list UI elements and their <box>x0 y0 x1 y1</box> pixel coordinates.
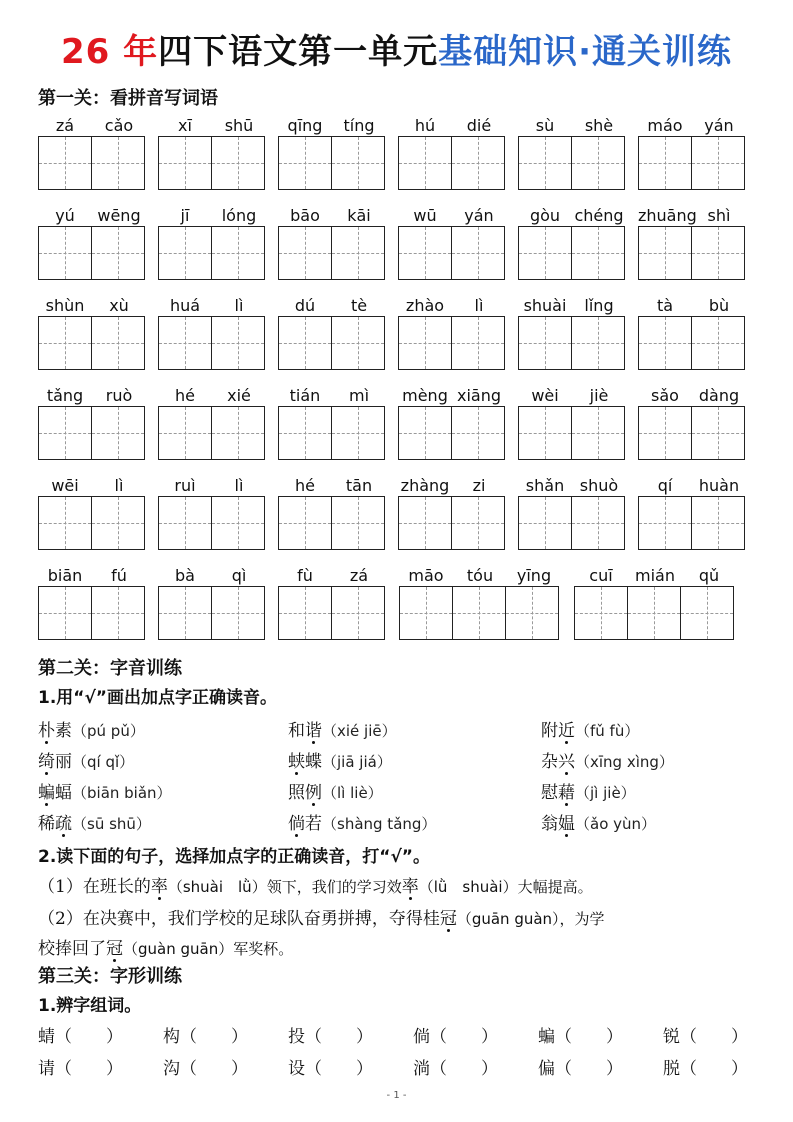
pinyin-syllable: wū <box>413 206 437 225</box>
writing-box[interactable] <box>451 226 505 280</box>
char-word-blank[interactable]: 设（ ） <box>288 1059 373 1079</box>
writing-box[interactable] <box>638 136 692 190</box>
writing-box[interactable] <box>451 136 505 190</box>
pinyin-syllable: biān <box>47 566 83 585</box>
word-group <box>158 200 266 280</box>
writing-box[interactable] <box>91 496 145 550</box>
tone-item[interactable] <box>38 778 172 808</box>
writing-box[interactable] <box>211 406 265 460</box>
pinyin-options: （lì liè） <box>322 784 383 802</box>
sentence-2-line-2-part-c: （guàn guān）军奖杯。 <box>123 940 294 958</box>
pinyin-syllable: shuài <box>523 296 567 315</box>
char-word-blank[interactable]: 沟（ ） <box>163 1059 248 1079</box>
tone-row <box>38 809 758 839</box>
pinyin-syllable: mèng <box>402 386 448 405</box>
word-group <box>518 380 626 460</box>
grid-row <box>38 560 758 650</box>
pinyin-options: （biān biǎn） <box>72 784 172 802</box>
pinyin-options: （fǔ fù） <box>575 722 640 740</box>
writing-box[interactable] <box>38 496 92 550</box>
word-char: 翁 <box>541 814 558 834</box>
writing-box[interactable] <box>158 316 212 370</box>
writing-box[interactable] <box>91 316 145 370</box>
tone-item[interactable] <box>38 716 145 746</box>
word-char: 若 <box>305 814 322 834</box>
word-group <box>278 560 386 640</box>
word-group <box>638 290 746 370</box>
section3-heading: 第三关：字形训练 <box>38 966 182 987</box>
char-word-blank[interactable]: 脱（ ） <box>663 1059 748 1079</box>
writing-box[interactable] <box>331 586 385 640</box>
word-group <box>574 560 736 640</box>
pinyin-syllable: máo <box>647 116 683 135</box>
writing-box[interactable] <box>398 406 452 460</box>
pinyin-syllable: zi <box>472 476 486 495</box>
pinyin-syllable: tè <box>350 296 368 315</box>
word-group <box>278 380 386 460</box>
word-group <box>38 290 146 370</box>
writing-box[interactable] <box>399 586 453 640</box>
pinyin-syllable: fú <box>111 566 127 585</box>
section2-heading: 第二关：字音训练 <box>38 658 182 679</box>
word-char: 附 <box>541 721 558 741</box>
dotted-char: 倘 <box>288 814 305 834</box>
sentence-1-part-c: （shuài lǜ）领下，我们的学习效 <box>167 878 402 896</box>
pinyin-syllable: shuò <box>579 476 619 495</box>
char-pair-row <box>38 1054 763 1084</box>
char-pair-row <box>38 1022 763 1052</box>
pinyin-syllable: cuī <box>589 566 613 585</box>
char-word-blank[interactable]: 请（ ） <box>38 1059 123 1079</box>
pinyin-syllable: wèi <box>531 386 559 405</box>
writing-box[interactable] <box>158 496 212 550</box>
pinyin-syllable: tóu <box>466 566 494 585</box>
pinyin-syllable: gòu <box>529 206 561 225</box>
pinyin-syllable: bù <box>708 296 730 315</box>
pinyin-syllable: mì <box>348 386 370 405</box>
pinyin-syllable: qí <box>657 476 673 495</box>
pinyin-syllable: huá <box>169 296 201 315</box>
dotted-char: 朴 <box>38 721 55 741</box>
writing-box[interactable] <box>331 226 385 280</box>
sentence-2-part-a: （2）在决赛中，我们学校的足球队奋勇拼搏，夺得桂 <box>38 909 440 929</box>
pinyin-syllable: qǔ <box>698 566 720 585</box>
pinyin-syllable: dié <box>466 116 492 135</box>
writing-box[interactable] <box>211 586 265 640</box>
tone-row <box>38 747 758 777</box>
sentence-2-line-2 <box>38 934 763 964</box>
writing-box[interactable] <box>691 316 745 370</box>
char-word-blank[interactable]: 蜻（ ） <box>38 1027 123 1047</box>
title-topic: 基础知识·通关训练 <box>438 32 733 72</box>
pinyin-syllable: xiāng <box>456 386 501 405</box>
page-number: - 1 - <box>386 1090 407 1101</box>
word-char: 稀 <box>38 814 55 834</box>
pinyin-syllable: zá <box>349 566 369 585</box>
pinyin-syllable: lì <box>114 476 124 495</box>
pinyin-syllable: lǐng <box>584 296 614 315</box>
pinyin-syllable: shì <box>707 206 731 225</box>
pinyin-syllable: lì <box>234 296 244 315</box>
char-word-blank[interactable]: 锐（ ） <box>663 1027 748 1047</box>
pinyin-syllable: ruò <box>105 386 133 405</box>
pinyin-options: （qí qǐ） <box>72 753 135 771</box>
writing-box[interactable] <box>38 586 92 640</box>
pinyin-options: （sū shū） <box>72 815 151 833</box>
pinyin-syllable: shǎn <box>525 476 565 495</box>
pinyin-syllable: yú <box>55 206 75 225</box>
pinyin-syllable: bà <box>175 566 195 585</box>
writing-box[interactable] <box>518 496 572 550</box>
dotted-char: 绮 <box>38 752 55 772</box>
writing-box[interactable] <box>211 136 265 190</box>
pinyin-syllable: bāo <box>290 206 320 225</box>
pinyin-syllable: zá <box>55 116 75 135</box>
pinyin-syllable: hé <box>295 476 315 495</box>
writing-box[interactable] <box>451 316 505 370</box>
dotted-char: 蛱 <box>288 752 305 772</box>
word-group <box>38 560 146 640</box>
pinyin-syllable: lóng <box>221 206 257 225</box>
pinyin-syllable: xī <box>178 116 192 135</box>
writing-box[interactable] <box>638 496 692 550</box>
word-group <box>398 110 506 190</box>
writing-box[interactable] <box>691 496 745 550</box>
pinyin-syllable: dàng <box>698 386 740 405</box>
grid-row <box>38 110 758 200</box>
word-group <box>518 470 626 550</box>
writing-box[interactable] <box>278 316 332 370</box>
writing-box[interactable] <box>451 406 505 460</box>
tone-item[interactable] <box>541 747 674 777</box>
tone-item[interactable] <box>288 809 436 839</box>
writing-box[interactable] <box>571 316 625 370</box>
pinyin-syllable: mián <box>635 566 675 585</box>
pinyin-options: （xié jiē） <box>322 722 397 740</box>
word-group <box>38 110 146 190</box>
writing-box[interactable] <box>691 226 745 280</box>
word-char: 素 <box>55 721 72 741</box>
word-group <box>518 290 626 370</box>
pinyin-options: （ǎo yùn） <box>575 815 657 833</box>
pinyin-syllable: wēi <box>51 476 79 495</box>
writing-box[interactable] <box>398 136 452 190</box>
pinyin-syllable: hé <box>175 386 195 405</box>
grid-row <box>38 200 758 290</box>
word-group <box>638 380 746 460</box>
writing-box[interactable] <box>331 136 385 190</box>
writing-box[interactable] <box>638 316 692 370</box>
pinyin-syllable: ruì <box>174 476 196 495</box>
tone-row <box>38 716 758 746</box>
tone-item[interactable] <box>541 778 636 808</box>
dotted-char: 谐 <box>305 721 322 741</box>
pinyin-syllable: hú <box>414 116 436 135</box>
pinyin-syllable: lì <box>234 476 244 495</box>
writing-box[interactable] <box>452 586 506 640</box>
word-group <box>278 200 386 280</box>
tone-item[interactable] <box>288 778 383 808</box>
word-group <box>278 110 386 190</box>
word-group <box>278 470 386 550</box>
writing-box[interactable] <box>278 406 332 460</box>
word-group <box>278 290 386 370</box>
pinyin-syllable: kāi <box>347 206 371 225</box>
writing-box[interactable] <box>158 226 212 280</box>
writing-box[interactable] <box>38 226 92 280</box>
dotted-char: 率 <box>401 877 419 897</box>
dotted-char: 疏 <box>55 814 72 834</box>
word-char: 慰 <box>541 783 558 803</box>
word-group <box>158 560 266 640</box>
pinyin-options: （shàng tǎng） <box>322 815 437 833</box>
pinyin-options: （xīng xìng） <box>575 753 674 771</box>
section3-question1: 1.辨字组词。 <box>38 996 142 1016</box>
dotted-char: 近 <box>558 721 575 741</box>
grid-row <box>38 380 758 470</box>
writing-box[interactable] <box>398 226 452 280</box>
writing-box[interactable] <box>158 406 212 460</box>
writing-box[interactable] <box>691 406 745 460</box>
grid-row <box>38 290 758 380</box>
writing-box[interactable] <box>91 406 145 460</box>
tone-item[interactable] <box>541 716 639 746</box>
writing-box[interactable] <box>278 136 332 190</box>
sentence-2-line-2-part-a: 校捧回了 <box>38 939 106 959</box>
page-title <box>0 30 793 74</box>
char-word-blank[interactable]: 蝙（ ） <box>538 1027 623 1047</box>
sentence-1-part-a: （1）在班长的 <box>38 877 151 897</box>
writing-box[interactable] <box>571 226 625 280</box>
pinyin-writing-grid <box>38 110 758 650</box>
writing-box[interactable] <box>571 496 625 550</box>
section1-heading: 第一关：看拼音写词语 <box>38 88 218 109</box>
word-group <box>158 380 266 460</box>
tone-item[interactable] <box>288 747 392 777</box>
dotted-char: 率 <box>150 877 168 897</box>
writing-box[interactable] <box>91 226 145 280</box>
word-group <box>638 470 746 550</box>
pinyin-syllable: tǎng <box>46 386 84 405</box>
writing-box[interactable] <box>518 406 572 460</box>
word-group <box>158 470 266 550</box>
writing-box[interactable] <box>91 136 145 190</box>
writing-box[interactable] <box>518 136 572 190</box>
word-char: 丽 <box>55 752 72 772</box>
tone-row <box>38 778 758 808</box>
pinyin-syllable: māo <box>408 566 444 585</box>
word-group <box>38 200 146 280</box>
writing-box[interactable] <box>331 316 385 370</box>
writing-box[interactable] <box>278 226 332 280</box>
dotted-char: 冠 <box>439 909 457 929</box>
sentence-2-line-1 <box>38 904 763 934</box>
writing-box[interactable] <box>38 406 92 460</box>
pinyin-syllable: tà <box>656 296 674 315</box>
tone-item[interactable] <box>38 747 134 777</box>
pinyin-options: （jì jiè） <box>575 784 636 802</box>
char-word-blank[interactable]: 淌（ ） <box>413 1059 498 1079</box>
section2-question1: 1.用“√”画出加点字正确读音。 <box>38 688 277 708</box>
word-group <box>38 380 146 460</box>
pinyin-syllable: chéng <box>574 206 624 225</box>
word-group <box>158 110 266 190</box>
writing-box[interactable] <box>680 586 734 640</box>
title-subject: 四下语文第一单元 <box>158 32 439 72</box>
pinyin-syllable: yán <box>704 116 734 135</box>
pinyin-syllable: zhào <box>405 296 445 315</box>
dotted-char: 藉 <box>558 783 575 803</box>
pinyin-syllable: shū <box>224 116 254 135</box>
pinyin-options: （pú pǔ） <box>72 722 145 740</box>
char-word-blank[interactable]: 偏（ ） <box>538 1059 623 1079</box>
dotted-char: 蝙 <box>38 783 55 803</box>
word-char: 蝠 <box>55 783 72 803</box>
word-group <box>518 200 626 280</box>
writing-box[interactable] <box>211 316 265 370</box>
writing-box[interactable] <box>158 586 212 640</box>
word-group <box>398 380 506 460</box>
pinyin-syllable: yán <box>464 206 494 225</box>
char-word-blank[interactable]: 构（ ） <box>163 1027 248 1047</box>
sentence-1-part-e: （lǜ shuài）大幅提高。 <box>418 878 593 896</box>
pinyin-syllable: xié <box>227 386 251 405</box>
dotted-char: 媪 <box>558 814 575 834</box>
tone-item[interactable] <box>38 809 151 839</box>
writing-box[interactable] <box>331 496 385 550</box>
dotted-char: 冠 <box>106 939 123 959</box>
word-group <box>638 110 746 190</box>
writing-box[interactable] <box>627 586 681 640</box>
word-group <box>518 110 626 190</box>
writing-box[interactable] <box>691 136 745 190</box>
writing-box[interactable] <box>278 586 332 640</box>
dotted-char: 例 <box>305 783 322 803</box>
word-group <box>398 470 506 550</box>
pinyin-syllable: tián <box>289 386 321 405</box>
pinyin-syllable: lì <box>474 296 484 315</box>
word-group <box>158 290 266 370</box>
writing-box[interactable] <box>158 136 212 190</box>
char-word-blank[interactable]: 倘（ ） <box>413 1027 498 1047</box>
word-char: 杂 <box>541 752 558 772</box>
pinyin-syllable: cǎo <box>104 116 134 135</box>
pinyin-syllable: qì <box>231 566 247 585</box>
writing-box[interactable] <box>638 406 692 460</box>
pinyin-syllable: qīng <box>287 116 323 135</box>
word-group <box>399 560 561 640</box>
writing-box[interactable] <box>518 316 572 370</box>
pinyin-syllable: shùn <box>45 296 85 315</box>
pinyin-syllable: tān <box>345 476 373 495</box>
pinyin-syllable: shè <box>584 116 614 135</box>
writing-box[interactable] <box>398 496 452 550</box>
pinyin-syllable: sǎo <box>651 386 679 405</box>
char-word-blank[interactable]: 投（ ） <box>288 1027 373 1047</box>
writing-box[interactable] <box>38 136 92 190</box>
writing-box[interactable] <box>571 136 625 190</box>
writing-box[interactable] <box>211 226 265 280</box>
tone-item[interactable] <box>288 716 397 746</box>
grid-row <box>38 470 758 560</box>
writing-box[interactable] <box>398 316 452 370</box>
writing-box[interactable] <box>451 496 505 550</box>
writing-box[interactable] <box>331 406 385 460</box>
pinyin-options: （jiā jiá） <box>322 753 392 771</box>
pinyin-syllable: fù <box>297 566 313 585</box>
dotted-char: 兴 <box>558 752 575 772</box>
pinyin-syllable: zhàng <box>400 476 450 495</box>
word-group <box>398 200 506 280</box>
pinyin-syllable: wēng <box>97 206 141 225</box>
word-group <box>638 200 746 280</box>
pinyin-syllable: dú <box>294 296 316 315</box>
writing-box[interactable] <box>505 586 559 640</box>
writing-box[interactable] <box>38 316 92 370</box>
writing-box[interactable] <box>211 496 265 550</box>
writing-box[interactable] <box>278 496 332 550</box>
word-char: 和 <box>288 721 305 741</box>
pinyin-syllable: jiè <box>589 386 609 405</box>
pinyin-syllable: sù <box>535 116 555 135</box>
sentence-1 <box>38 872 763 902</box>
writing-box[interactable] <box>518 226 572 280</box>
pinyin-syllable: tíng <box>343 116 375 135</box>
section2-question2: 2.读下面的句子，选择加点字的正确读音，打“√”。 <box>38 847 430 867</box>
word-char: 照 <box>288 783 305 803</box>
writing-box[interactable] <box>638 226 692 280</box>
pinyin-syllable: huàn <box>698 476 740 495</box>
pinyin-syllable: xù <box>109 296 129 315</box>
pinyin-syllable: jī <box>180 206 190 225</box>
tone-item[interactable] <box>541 809 656 839</box>
pinyin-syllable: yīng <box>516 566 552 585</box>
writing-box[interactable] <box>91 586 145 640</box>
word-group <box>38 470 146 550</box>
word-group <box>398 290 506 370</box>
pinyin-syllable: zhuāng <box>638 206 697 225</box>
writing-box[interactable] <box>571 406 625 460</box>
sentence-2-part-c: （guān guàn），为学 <box>456 910 605 928</box>
title-year: 26 年 <box>60 32 159 72</box>
word-char: 蝶 <box>305 752 322 772</box>
writing-box[interactable] <box>574 586 628 640</box>
